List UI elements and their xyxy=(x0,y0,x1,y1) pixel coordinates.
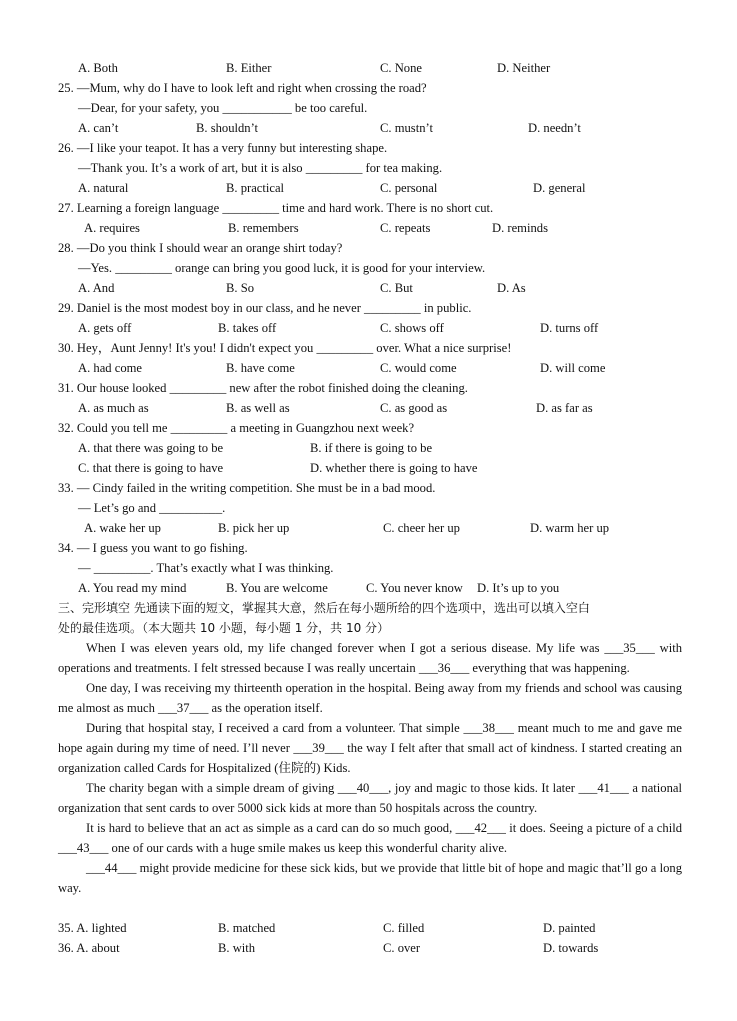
answer-option: A. natural xyxy=(78,181,129,195)
question-stem: —Dear, for your safety, you ___________ be too careful. xyxy=(78,101,368,115)
section-heading-line2: 处的最佳选项。（本大题共 10 小题，每小题 1 分，共 10 分） xyxy=(58,621,390,635)
answer-option: C. would come xyxy=(380,361,457,375)
answer-option: C. But xyxy=(380,281,413,295)
answer-option: B. have come xyxy=(226,361,295,375)
answer-option: C. repeats xyxy=(380,221,431,235)
question-stem: —Thank you. It’s a work of art, but it is also _________ for tea making. xyxy=(78,161,443,175)
answer-option: B. pick her up xyxy=(218,521,290,535)
question-stem: 25. —Mum, why do I have to look left and right when crossing the road? xyxy=(58,81,427,95)
answer-option: D. Neither xyxy=(497,61,551,75)
question-stem: —Yes. _________ orange can bring you good luck, it is good for your interview. xyxy=(78,261,486,275)
answer-option: D. towards xyxy=(543,941,599,955)
answer-option: 36. A. about xyxy=(58,941,120,955)
question-stem: — Let’s go and __________. xyxy=(78,501,226,515)
answer-option: C. that there is going to have xyxy=(78,461,224,475)
answer-option: B. remembers xyxy=(228,221,299,235)
question-stem: 26. —I like your teapot. It has a very funny but interesting shape. xyxy=(58,141,388,155)
answer-option: D. It’s up to you xyxy=(477,581,560,595)
passage-paragraph: It is hard to believe that an act as simple as a card can do so much good, ___42___ it does. Seeing a picture of a child ___43___ one of our cards with a huge smile makes us keep this wonderful charity alive. xyxy=(58,821,682,855)
passage-paragraph: The charity began with a simple dream of giving ___40___, joy and magic to those kids. It later ___41___ a national organization that sent cards to over 5000 sick kids at more than 50 hospitals across the country. xyxy=(58,781,682,815)
answer-option: C. as good as xyxy=(380,401,448,415)
question-stem: 31. Our house looked _________ new after the robot finished doing the cleaning. xyxy=(58,381,468,395)
answer-option: C. shows off xyxy=(380,321,444,335)
answer-option: B. You are welcome xyxy=(226,581,328,595)
answer-option: B. practical xyxy=(226,181,285,195)
answer-option: C. mustn’t xyxy=(380,121,433,135)
answer-option: C. personal xyxy=(380,181,438,195)
answer-option: 35. A. lighted xyxy=(58,921,127,935)
answer-option: C. You never know xyxy=(366,581,463,595)
question-stem: 28. —Do you think I should wear an orange shirt today? xyxy=(58,241,343,255)
question-stem: 30. Hey，Aunt Jenny! It's you! I didn't expect you _________ over. What a nice surprise! xyxy=(58,341,512,355)
question-stem: 33. — Cindy failed in the writing competition. She must be in a bad mood. xyxy=(58,481,436,495)
answer-option: C. cheer her up xyxy=(383,521,460,535)
answer-option: B. takes off xyxy=(218,321,277,335)
passage-paragraph: One day, I was receiving my thirteenth operation in the hospital. Being away from my friends and school was causing me almost as much ___37___ as the operation itself. xyxy=(58,681,682,715)
question-stem: 32. Could you tell me _________ a meeting in Guangzhou next week? xyxy=(58,421,415,435)
answer-option: A. And xyxy=(78,281,115,295)
answer-option: A. that there was going to be xyxy=(78,441,224,455)
answer-option: D. As xyxy=(497,281,526,295)
answer-option: C. None xyxy=(380,61,422,75)
question-stem: 34. — I guess you want to go fishing. xyxy=(58,541,248,555)
answer-option: D. general xyxy=(533,181,586,195)
answer-option: D. warm her up xyxy=(530,521,610,535)
answer-option: A. as much as xyxy=(78,401,149,415)
answer-option: A. had come xyxy=(78,361,142,375)
answer-option: D. as far as xyxy=(536,401,593,415)
answer-option: C. filled xyxy=(383,921,425,935)
answer-option: D. will come xyxy=(540,361,606,375)
answer-option: A. gets off xyxy=(78,321,132,335)
question-stem: 29. Daniel is the most modest boy in our class, and he never _________ in public. xyxy=(58,301,472,315)
answer-option: B. with xyxy=(218,941,256,955)
question-stem: 27. Learning a foreign language _________ time and hard work. There is no short cut. xyxy=(58,201,494,215)
answer-option: B. So xyxy=(226,281,254,295)
cloze-passage xyxy=(58,638,682,898)
answer-option: B. if there is going to be xyxy=(310,441,433,455)
question-stem: — _________. That’s exactly what I was thinking. xyxy=(78,561,334,575)
answer-option: B. Either xyxy=(226,61,272,75)
answer-option: D. needn’t xyxy=(528,121,581,135)
answer-option: D. reminds xyxy=(492,221,548,235)
answer-option: D. turns off xyxy=(540,321,599,335)
answer-option: D. painted xyxy=(543,921,596,935)
answer-option: B. as well as xyxy=(226,401,290,415)
answer-option: B. shouldn’t xyxy=(196,121,259,135)
answer-option: A. wake her up xyxy=(84,521,161,535)
answer-option: D. whether there is going to have xyxy=(310,461,478,475)
answer-option: A. Both xyxy=(78,61,118,75)
passage-paragraph: ___44___ might provide medicine for these sick kids, but we provide that little bit of hope and magic that’ll go a long way. xyxy=(58,861,682,895)
answer-option: A. You read my mind xyxy=(78,581,187,595)
answer-option: C. over xyxy=(383,941,421,955)
answer-option: A. requires xyxy=(84,221,140,235)
answer-option: A. can’t xyxy=(78,121,119,135)
passage-paragraph: During that hospital stay, I received a card from a volunteer. That simple ___38___ meant much to me and gave me hope again during my time of need. I’ll never ___39___ the way I felt after that small act of kindness. I started creating an organization called Cards for Hospitalized (住院的) Kids. xyxy=(58,721,682,775)
section-heading: 三、完形填空 先通读下面的短文，掌握其大意，然后在每小题所给的四个选项中，选出可以填入空白 xyxy=(58,601,590,615)
answer-option: B. matched xyxy=(218,921,276,935)
passage-paragraph: When I was eleven years old, my life changed forever when I got a serious disease. My life was ___35___ with operations and treatments. I felt stressed because I was really uncertain ___36___ everything that was happening. xyxy=(58,641,682,675)
